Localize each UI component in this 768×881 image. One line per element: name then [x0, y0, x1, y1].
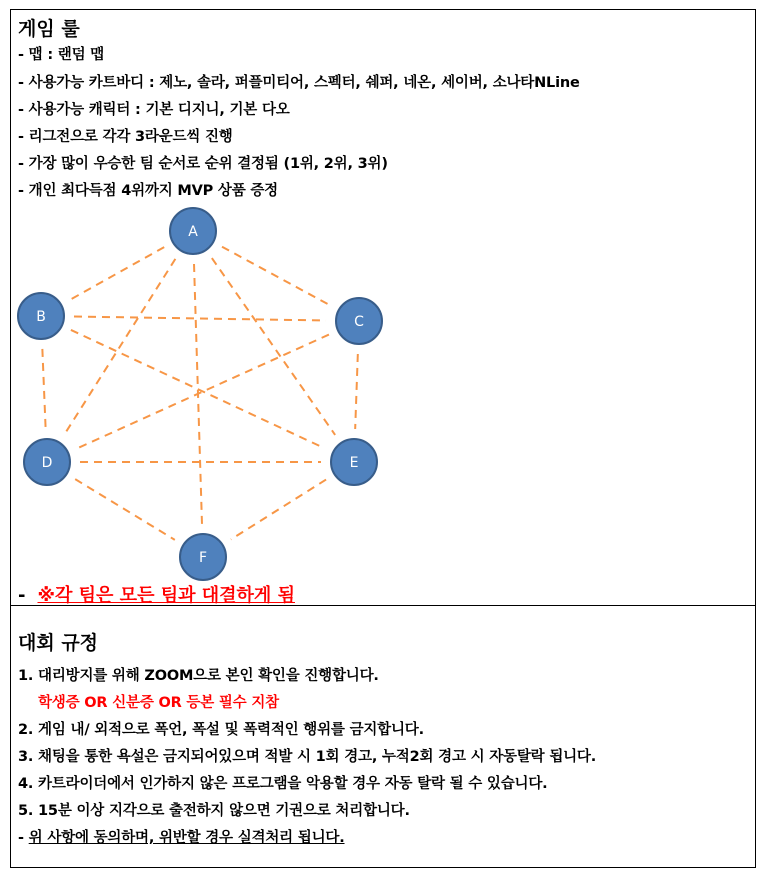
regulation-5: 5. 15분 이상 지각으로 출전하지 않으면 기권으로 처리합니다.: [18, 803, 410, 819]
rule-league-format: - 리그전으로 각각 3라운드씩 진행: [18, 129, 233, 145]
team-node-label-f: F: [198, 550, 208, 566]
team-node-label-c: C: [354, 314, 364, 330]
regulation-1-id-requirement: 학생증 OR 신분증 OR 등본 필수 지참: [38, 695, 279, 711]
regulation-1: 1. 대리방지를 위해 ZOOM으로 본인 확인을 진행합니다.: [18, 668, 379, 684]
rule-kart-bodies: - 사용가능 카트바디 : 제노, 솔라, 퍼플미티어, 스펙터, 쉐퍼, 네온, 세이버, 소나타NLine: [18, 75, 580, 91]
regulation-2: 2. 게임 내/ 외적으로 폭언, 폭설 및 폭력적인 행위를 금지합니다.: [18, 722, 424, 738]
rules-title: 게임 룰: [18, 18, 80, 40]
regulations-title: 대회 규정: [18, 632, 99, 654]
closing-dash: -: [18, 830, 29, 846]
edge-c-e: [355, 354, 358, 429]
team-node-label-b: B: [36, 309, 46, 325]
edge-a-e: [212, 258, 335, 435]
edge-e-f: [231, 480, 326, 540]
rule-characters: - 사용가능 캐릭터 : 기본 디지니, 기본 다오: [18, 102, 290, 118]
edge-c-d: [77, 335, 329, 449]
regulation-closing: [18, 826, 345, 847]
note-text: ※각 팀은 모든 팀과 대결하게 됨: [37, 585, 295, 606]
edge-a-d: [65, 259, 176, 434]
edge-d-f: [75, 479, 175, 540]
regulation-3: 3. 채팅을 통한 욕설은 금지되어있으며 적발 시 1회 경고, 누적2회 경고 시 자동탈락 됩니다.: [18, 749, 597, 765]
matchup-note: [18, 581, 295, 607]
team-node-label-a: A: [188, 224, 198, 240]
rule-ranking: - 가장 많이 우승한 팀 순서로 순위 결정됨 (1위, 2위, 3위): [18, 156, 388, 172]
edge-b-c: [74, 317, 326, 321]
edge-a-b: [70, 247, 164, 300]
rule-map: - 맵 : 랜덤 맵: [18, 47, 105, 63]
team-node-label-d: D: [41, 455, 53, 471]
closing-text: 위 사항에 동의하며, 위반할 경우 실격처리 됩니다.: [28, 830, 345, 846]
edge-b-e: [71, 330, 324, 448]
rule-mvp: - 개인 최다득점 4위까지 MVP 상품 증정: [18, 183, 278, 199]
regulation-4: 4. 카트라이더에서 인가하지 않은 프로그램을 악용할 경우 자동 탈락 될 수 있습니다.: [18, 776, 548, 792]
note-dash: -: [18, 585, 26, 606]
edge-b-d: [42, 349, 45, 429]
team-node-label-e: E: [349, 455, 359, 471]
